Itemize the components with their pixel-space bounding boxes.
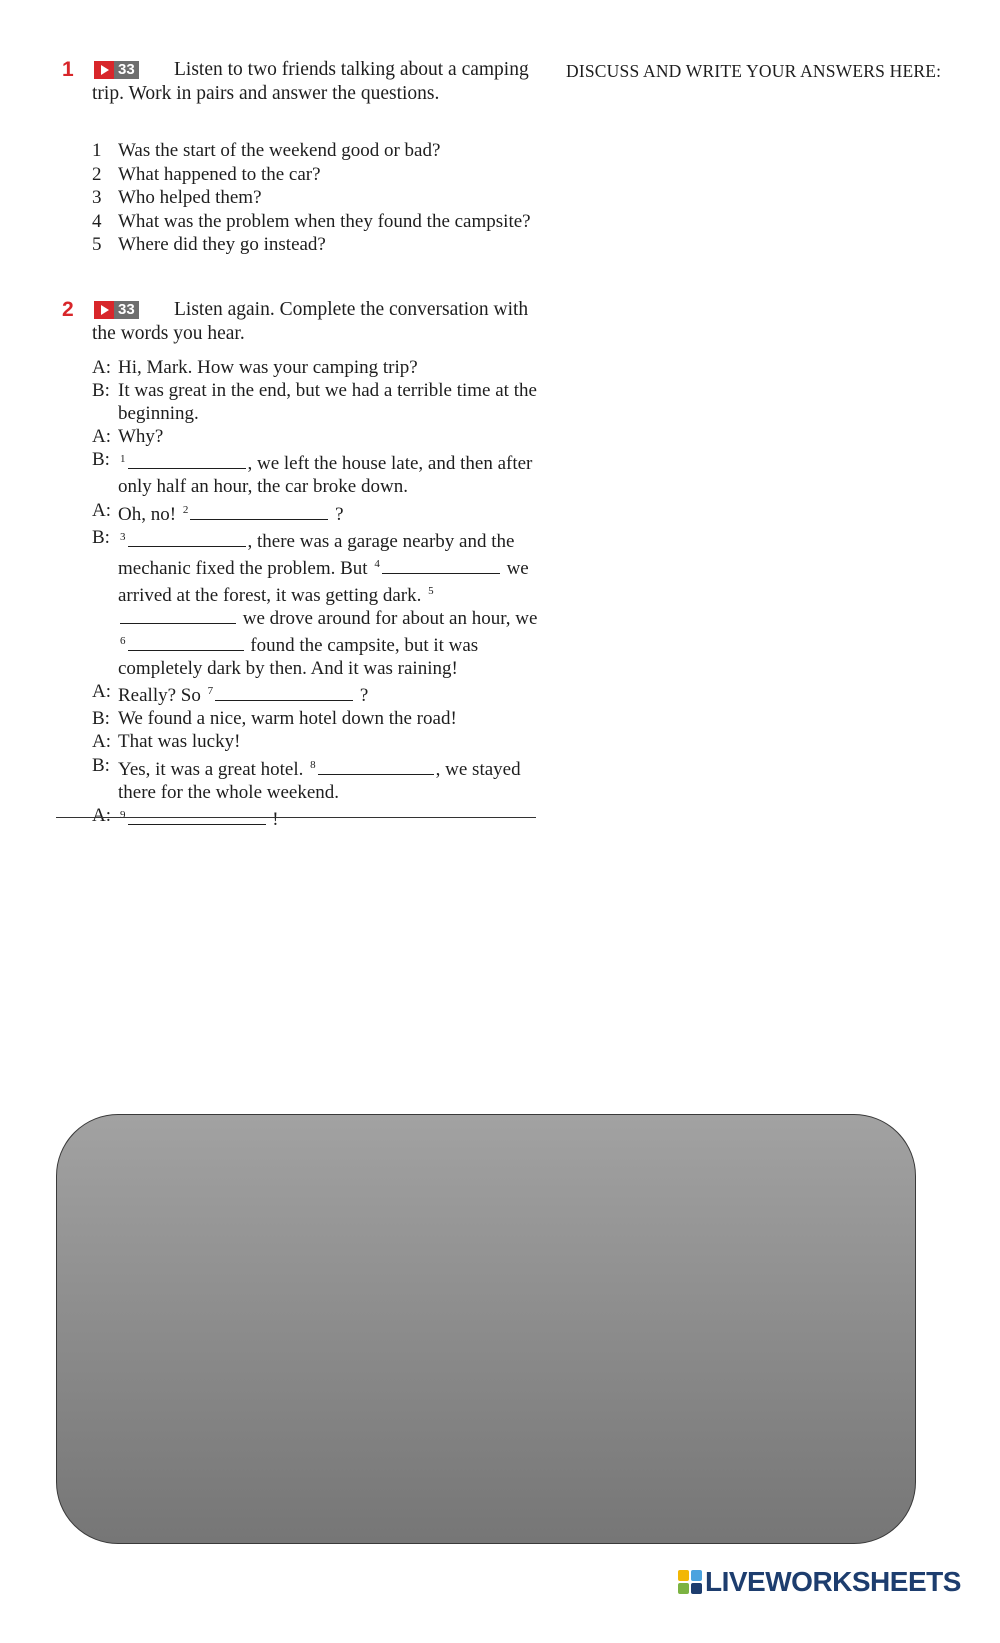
dialog-line: B: We found a nice, warm hotel down the road! [92, 708, 457, 730]
exercise-2-instruction: Listen again. Complete the conversation with the words you hear. [92, 299, 529, 344]
speaker-label: A: [92, 681, 111, 703]
gap-number: 1 [120, 453, 126, 466]
liveworksheets-logo [678, 1566, 961, 1598]
question-item: 4 What was the problem when they found the campsite? [92, 210, 531, 232]
brand-name: LIVEWORKSHEETS [705, 1566, 961, 1597]
answer-gap-2[interactable] [190, 504, 328, 520]
dialog-line: B: $^3$ , there was a garage nearby and the mechanic fixed the problem. But $^4$ we arrived at the forest, it was getting dark. $^5$ we drove around for about an hour, we $^6$ found the campsite, but it was completely dark by then. And it was raining! [92, 526, 538, 680]
question-item: 3 Who helped them? [92, 187, 262, 208]
track-number: 33 [114, 301, 139, 319]
answer-gap-7[interactable] [215, 685, 353, 701]
dialog-line: B: $^1$ , we left the house late, and then after only half an hour, the car broke down. [92, 449, 533, 498]
audio-track-badge[interactable] [94, 61, 139, 79]
dialog-line: A: $^9$ ! [92, 804, 279, 830]
answer-gap-8[interactable] [318, 759, 434, 775]
speaker-label: A: [92, 426, 111, 448]
speaker-label: A: [92, 499, 111, 521]
gap-number: 5 [428, 584, 434, 597]
dialog-line: A: Oh, no! $^2$ ? [92, 499, 344, 525]
question-item: 5 Where did they go instead? [92, 234, 326, 255]
gap-number: 7 [207, 685, 214, 698]
exercise-2-heading [62, 298, 536, 345]
speaker-label: B: [92, 708, 110, 730]
exercise-2-number: 2 [62, 298, 74, 321]
answer-gap-5[interactable] [120, 608, 236, 624]
speaker-label: B: [92, 526, 110, 548]
liveworksheets-icon [678, 1570, 702, 1594]
dialog-line: A: Why? [92, 426, 164, 448]
dialog-line: A: Really? So $^7$ ? [92, 681, 369, 707]
answer-gap-1[interactable] [128, 453, 246, 469]
dialog-line: A: Hi, Mark. How was your camping trip? [92, 357, 418, 378]
speaker-label: A: [92, 731, 111, 753]
gap-number: 3 [120, 530, 126, 543]
exercise-1-number: 1 [62, 58, 74, 81]
answer-gap-6[interactable] [128, 635, 244, 651]
speaker-label: A: [92, 804, 111, 826]
answer-gap-4[interactable] [382, 558, 500, 574]
speaker-label: B: [92, 380, 110, 402]
speaker-label: A: [92, 357, 111, 378]
question-item: 2 What happened to the car? [92, 163, 321, 185]
section-divider [56, 817, 536, 818]
audio-track-badge[interactable] [94, 301, 139, 319]
gap-number: 6 [120, 635, 126, 648]
question-item: 1 Was the start of the weekend good or bad? [92, 140, 441, 161]
dialog-line: A: That was lucky! [92, 731, 241, 753]
conversation [92, 356, 542, 831]
exercise-1-questions [92, 139, 532, 257]
dialog-line: B: Yes, it was a great hotel. $^8$ , we stayed there for the whole weekend. [92, 754, 521, 803]
play-icon[interactable] [94, 61, 114, 79]
gap-number: 4 [374, 557, 380, 570]
gap-number: 2 [182, 503, 189, 516]
play-icon[interactable] [94, 301, 114, 319]
dialog-line: B: It was great in the end, but we had a terrible time at the beginning. [92, 380, 537, 425]
answer-gap-3[interactable] [128, 531, 246, 547]
exercise-1-heading [62, 58, 536, 105]
gap-number: 8 [310, 758, 316, 771]
answer-textbox[interactable] [56, 1114, 916, 1544]
track-number: 33 [114, 61, 139, 79]
side-instruction: DISCUSS AND WRITE YOUR ANSWERS HERE: [566, 61, 942, 81]
speaker-label: B: [92, 754, 110, 776]
gap-number: 9 [120, 808, 126, 821]
exercise-1-instruction: Listen to two friends talking about a camping trip. Work in pairs and answer the questions. [92, 59, 529, 104]
speaker-label: B: [92, 449, 110, 471]
